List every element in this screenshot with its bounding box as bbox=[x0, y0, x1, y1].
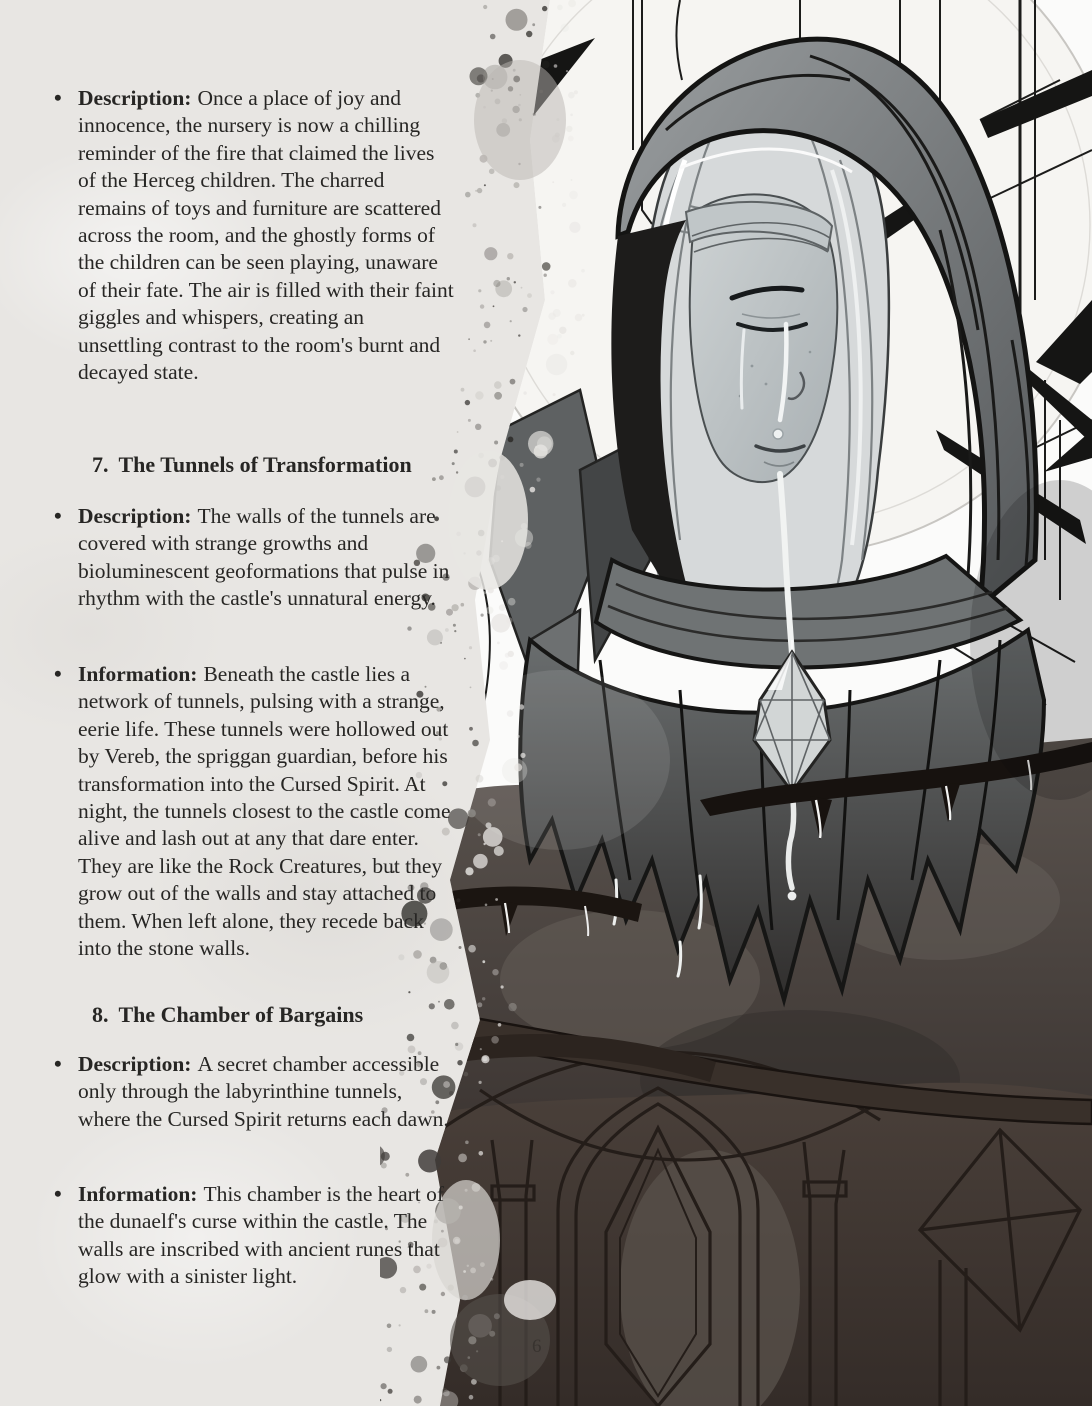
heading-tunnels-of-transformation bbox=[92, 451, 412, 478]
bullet-label: Information: bbox=[78, 662, 198, 686]
bullet-icon: • bbox=[54, 1051, 62, 1076]
bullet-icon: • bbox=[54, 661, 62, 686]
bullet-text: A secret chamber accessible only through the labyrinthine tunnels, where the Cursed Spirit returns each dawn. bbox=[78, 1052, 449, 1131]
list-item-chamber-description bbox=[50, 1051, 454, 1133]
bullet-icon: • bbox=[54, 503, 62, 528]
bullet-text: This chamber is the heart of the dunaelf's curse within the castle. The walls are inscribed with ancient runes that glow with a sinister light. bbox=[78, 1182, 445, 1289]
list-item-nursery-description bbox=[50, 85, 454, 386]
bullet-text: The walls of the tunnels are covered with strange growths and bioluminescent geoformations that pulse in rhythm with the castle's unnatural energy. bbox=[78, 504, 450, 611]
heading-chamber-of-bargains bbox=[92, 1001, 363, 1028]
heading-title: The Chamber of Bargains bbox=[118, 1002, 364, 1027]
bullet-icon: • bbox=[54, 1181, 62, 1206]
heading-number: 8. bbox=[92, 1002, 109, 1027]
bullet-label: Description: bbox=[78, 504, 192, 528]
page-number: 6 bbox=[532, 1336, 542, 1357]
list-item-chamber-information bbox=[50, 1181, 454, 1291]
bullet-text: Beneath the castle lies a network of tunnels, pulsing with a strange, eerie life. These tunnels were hollowed out by Vereb, the spriggan guardian, before his transformation into the Cursed Spirit. At night, the tunnels closest to the castle come alive and lash out at any that dare enter. They are like the Rock Creatures, but they grow out of the walls and stay attached to them. When left alone, they recede back into the stone walls. bbox=[78, 662, 451, 961]
bullet-label: Description: bbox=[78, 1052, 192, 1076]
heading-number: 7. bbox=[92, 452, 109, 477]
bullet-label: Description: bbox=[78, 86, 192, 110]
bullet-icon: • bbox=[54, 85, 62, 110]
bullet-label: Information: bbox=[78, 1182, 198, 1206]
bullet-text: Once a place of joy and innocence, the nursery is now a chilling reminder of the fire that claimed the lives of the Herceg children. The charred remains of toys and furniture are scattered across the room, and the ghostly forms of the children can be seen playing, unaware of their fate. The air is filled with their faint giggles and whispers, creating an unsettling contrast to the room's burnt and decayed state. bbox=[78, 86, 454, 385]
heading-title: The Tunnels of Transformation bbox=[118, 452, 412, 477]
list-item-tunnels-description bbox=[50, 503, 454, 613]
list-item-tunnels-information bbox=[50, 661, 454, 962]
